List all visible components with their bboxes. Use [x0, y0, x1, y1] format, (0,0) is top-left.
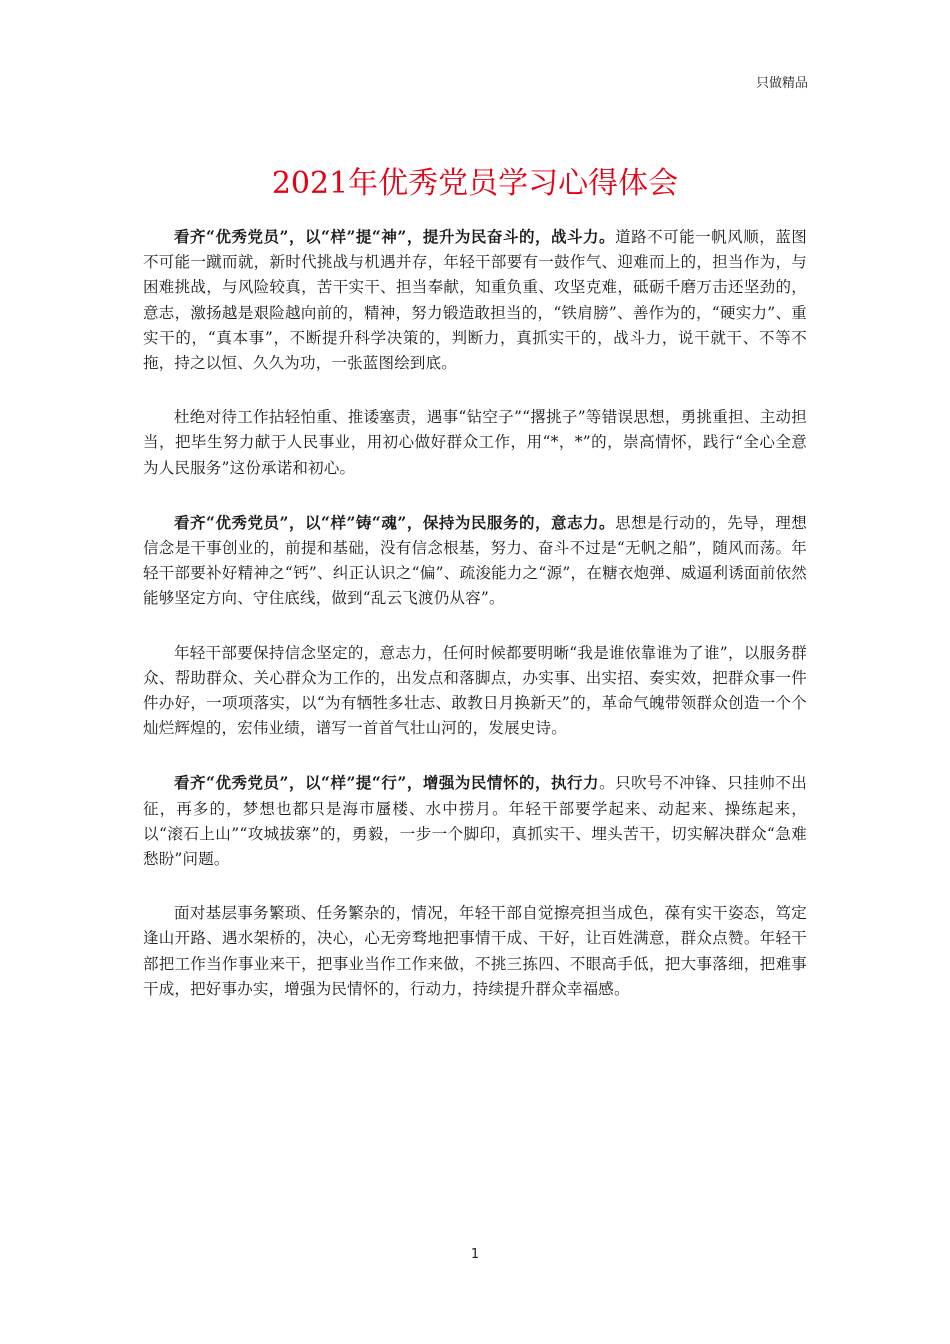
paragraph-text: 年轻干部要保持信念坚定的，意志力，任何时候都要明晰“我是谁依靠谁为了谁”，以服务群众、帮助群众、关心群众为工作的，出发点和落脚点，办实事、出实招、奏实效，把群众事一件件办好，一项项落实，以“为有牺牲多壮志、敢教日月换新天”的，革命气魄带领群众创造一个个灿烂辉煌的，宏伟业绩，谱写一首首气壮山河的，发展史诗。 — [143, 643, 807, 738]
paragraph-text: 面对基层事务繁琐、任务繁杂的，情况，年轻干部自觉擦亮担当成色，葆有实干姿态，笃定逢山开路、遇水架桥的，决心，心无旁骛地把事情干成、干好，让百姓满意，群众点赞。年轻干部把工作当作事业来干，把事业当作工作来做，不挑三拣四、不眼高手低，把大事落细，把难事干成，把好事办实，增强为民情怀的，行动力，持续提升群众幸福感。 — [143, 904, 807, 998]
paragraph-text: 道路不可能一帆风顺，蓝图不可能一蹴而就，新时代挑战与机遇并存，年轻干部要有一鼓作气、迎难而上的，担当作为，与困难挑战，与风险较真，苦干实干、担当奉献，知重负重、攻坚克难，砥砺千磨万击还坚劲的，意志，激扬越是艰险越向前的，精神，努力锻造敢担当的，“铁肩膀”、善作为的，“硬实力”、重实干的，“真本事”，不断提升科学决策的，判断力，真抓实干的，战斗力，说干就干、不等不拖，持之以恒、久久为功，一张蓝图绘到底。 — [143, 228, 807, 373]
document-body — [143, 224, 807, 1031]
header-note: 只做精品 — [755, 76, 808, 91]
paragraph-5 — [143, 770, 807, 872]
paragraph-text: 杜绝对待工作拈轻怕重、推诿塞责，遇事“钻空子”“撂挑子”等错误思想，勇挑重担、主动担当，把毕生努力献于人民事业，用初心做好群众工作，用“*，*”的，崇高情怀，践行“全心全意为人民服务”这份承诺和初心。 — [143, 408, 807, 477]
paragraph-2 — [143, 405, 807, 481]
paragraph-4 — [143, 641, 807, 742]
document-title: 2021年优秀党员学习心得体会 — [271, 166, 679, 201]
paragraph-text: 思想是行动的，先导，理想信念是干事创业的，前提和基础，没有信念根基，努力、奋斗不过是“无帆之船”，随风而荡。年轻干部要补好精神之“钙”、纠正认识之“偏”、疏浚能力之“源”，在糖衣炮弹、威逼利诱面前依然能够坚定方向、守住底线，做到“乱云飞渡仍从容”。 — [143, 513, 807, 608]
page-number: 1 — [470, 1247, 480, 1262]
paragraph-1 — [143, 224, 807, 376]
paragraph-6 — [143, 901, 807, 1002]
paragraph-lead: 看齐“优秀党员”，以“样”提“神”，提升为民奋斗的，战斗力。 — [174, 227, 616, 246]
paragraph-text: 。只吹号不冲锋、只挂帅不出征，再多的，梦想也都只是海市蜃楼、水中捞月。年轻干部要学起来、动起来、操练起来，以“滚石上山”“攻城拔寨”的，勇毅，一步一个脚印，真抓实干、埋头苦干，切实解决群众“急难愁盼”问题。 — [143, 774, 807, 869]
paragraph-3 — [143, 510, 807, 612]
paragraph-lead: 看齐“优秀党员”，以“样”提“行”，增强为民情怀的，执行力 — [174, 773, 600, 793]
paragraph-lead: 看齐“优秀党员”，以“样”铸“魂”，保持为民服务的，意志力。 — [174, 512, 616, 532]
